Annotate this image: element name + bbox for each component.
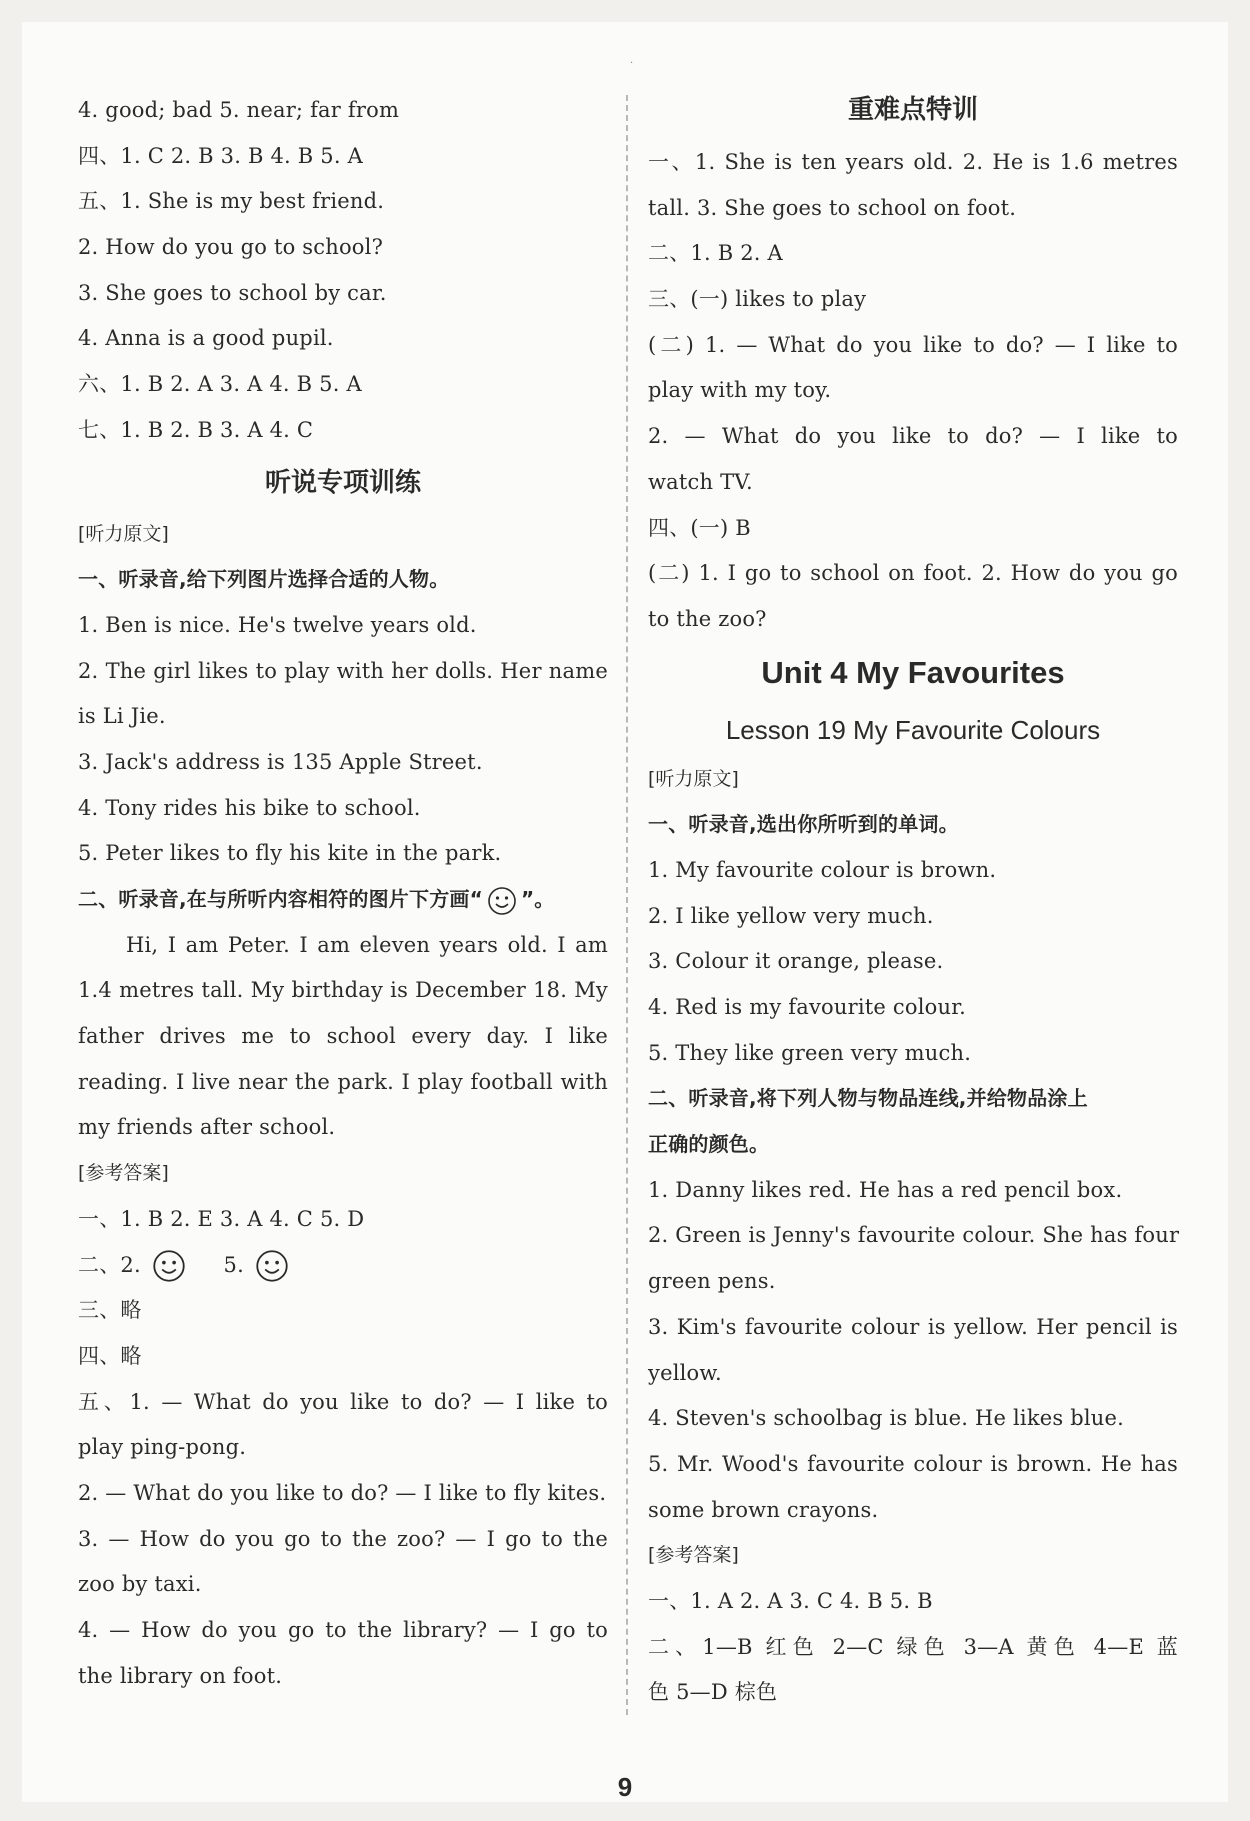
script-line: is Li Jie. (78, 704, 166, 729)
section-title-key-points: 重难点特训 (847, 95, 978, 125)
exercise-heading (78, 877, 608, 923)
answer-line-smileys (78, 1243, 608, 1289)
listening-script-label: [听力原文] (78, 522, 169, 545)
answer-line: 二、1—B 红色 2—C 绿色 3—A 黄色 4—E 蓝 (648, 1634, 1178, 1659)
script-line: 2. Green is Jenny's favourite colour. She has four (648, 1223, 1180, 1248)
exercise-heading: 正确的颜色。 (648, 1132, 770, 1157)
script-line: 1. Ben is nice. He's twelve years old. (78, 612, 477, 637)
answer-line: play with my toy. (648, 378, 832, 403)
script-line: 4. Steven's schoolbag is blue. He likes blue. (648, 1406, 1125, 1431)
script-line: 5. Mr. Wood's favourite colour is brown. He has (648, 1451, 1178, 1476)
script-line: 4. Red is my favourite colour. (648, 995, 967, 1019)
answer-line: 七、1. B 2. B 3. A 4. C (78, 417, 314, 442)
script-line: 1. My favourite colour is brown. (648, 857, 997, 882)
exercise-heading: 二、听录音,将下列人物与物品连线,并给物品涂上 (648, 1086, 1088, 1111)
script-line: 2. The girl likes to play with her dolls. Her name (78, 658, 608, 683)
script-paragraph-line: 1.4 metres tall. My birthday is December 18. My (78, 978, 608, 1003)
right-column (648, 88, 1178, 1716)
unit-title: Unit 4 My Favourites (761, 654, 1065, 690)
answer-key-label: [参考答案] (78, 1162, 169, 1185)
exercise-heading-text: ”。 (520, 887, 555, 911)
answer-line: 色 5—D 棕色 (648, 1680, 778, 1705)
answer-line: 4. Anna is a good pupil. (78, 326, 334, 351)
answer-line: 四、略 (78, 1343, 142, 1368)
answer-line: 二、1. B 2. A (648, 241, 783, 266)
script-paragraph-line: my friends after school. (78, 1115, 336, 1140)
answer-line: (二) 1. — What do you like to do? — I like to (648, 332, 1178, 357)
answer-line: 3. She goes to school by car. (78, 280, 387, 305)
top-mark: · (630, 58, 634, 69)
exercise-heading: 一、听录音,选出你所听到的单词。 (648, 812, 959, 837)
answer-line: to the zoo? (648, 606, 767, 631)
answer-line: the library on foot. (78, 1663, 283, 1688)
script-line: 1. Danny likes red. He has a red pencil box. (648, 1177, 1123, 1202)
answer-line: 4. — How do you go to the library? — I go to (78, 1618, 608, 1642)
script-paragraph-line: Hi, I am Peter. I am eleven years old. I am (126, 932, 608, 957)
section-title-listening-speaking: 听说专项训练 (264, 467, 421, 498)
smiley-icon (487, 886, 517, 916)
answer-line: 一、1. She is ten years old. 2. He is 1.6 metres (648, 150, 1178, 174)
exercise-heading: 一、听录音,给下列图片选择合适的人物。 (78, 567, 450, 592)
lesson-title: Lesson 19 My Favourite Colours (725, 714, 1101, 745)
answer-line: (二) 1. I go to school on foot. 2. How do you go (648, 561, 1178, 586)
answer-line: 五、1. She is my best friend. (78, 189, 385, 214)
answer-line: 2. — What do you like to do? — I like to fly kites. (78, 1480, 607, 1505)
answer-line: 3. — How do you go to the zoo? — I go to the (78, 1526, 608, 1551)
answer-key-label: [参考答案] (648, 1544, 739, 1567)
answer-line: tall. 3. She goes to school on foot. (648, 195, 1017, 220)
answer-line: zoo by taxi. (78, 1572, 202, 1597)
page-number: 9 (617, 1772, 633, 1802)
answer-line: 2. How do you go to school? (78, 235, 384, 260)
answer-text: 二、2. (78, 1252, 141, 1277)
smiley-icon (255, 1249, 289, 1283)
exercise-heading-text: 二、听录音,在与所听内容相符的图片下方画“ (78, 887, 483, 911)
answer-line: 三、略 (78, 1298, 142, 1323)
script-line: 3. Jack's address is 135 Apple Street. (78, 749, 483, 774)
answer-line: 2. — What do you like to do? — I like to (648, 424, 1178, 449)
answer-line: 三、(一) likes to play (648, 287, 867, 312)
script-paragraph-line: father drives me to school every day. I like (78, 1024, 608, 1049)
script-line: 5. Peter likes to fly his kite in the park. (78, 841, 502, 866)
answer-line: 四、1. C 2. B 3. B 4. B 5. A (78, 143, 363, 168)
answer-text: 5. (223, 1252, 244, 1277)
answer-line: 4. good; bad 5. near; far from (78, 98, 400, 122)
script-line: some brown crayons. (648, 1497, 879, 1522)
script-line: 4. Tony rides his bike to school. (78, 795, 421, 820)
left-column (78, 88, 608, 1699)
answer-line: watch TV. (648, 469, 753, 494)
script-line: green pens. (648, 1269, 776, 1294)
answer-line: 五、1. — What do you like to do? — I like to (78, 1389, 608, 1414)
script-line: 5. They like green very much. (648, 1040, 972, 1065)
script-line: 3. Colour it orange, please. (648, 949, 944, 974)
answer-line: 六、1. B 2. A 3. A 4. B 5. A (78, 372, 362, 397)
answer-line: 一、1. A 2. A 3. C 4. B 5. B (648, 1588, 933, 1613)
script-line: 3. Kim's favourite colour is yellow. Her pencil is (648, 1314, 1178, 1339)
answer-line: 一、1. B 2. E 3. A 4. C 5. D (78, 1206, 365, 1231)
script-line: 2. I like yellow very much. (648, 903, 934, 928)
column-divider (626, 95, 628, 1715)
script-paragraph-line: reading. I live near the park. I play football with (78, 1069, 608, 1094)
script-line: yellow. (648, 1360, 722, 1385)
listening-script-label: [听力原文] (648, 767, 739, 790)
answer-line: play ping-pong. (78, 1435, 247, 1460)
answer-line: 四、(一) B (648, 515, 751, 540)
smiley-icon (152, 1249, 186, 1283)
